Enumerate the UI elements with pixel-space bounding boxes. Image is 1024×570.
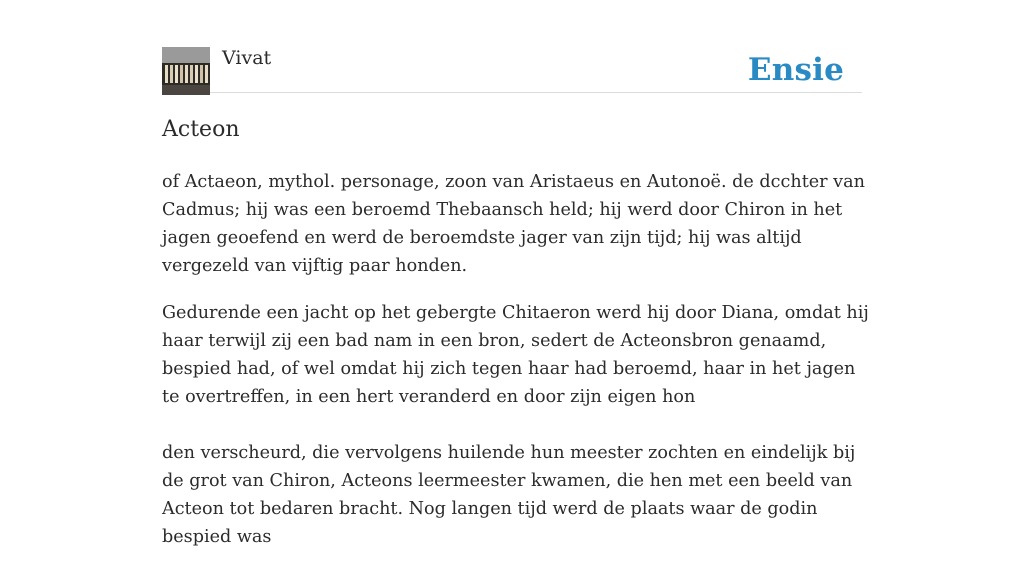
article-paragraph: of Actaeon, mythol. personage, zoon van Aristaeus en Autonoë. de dcchter van Cadmus; hij was een beroemd Thebaansch held; hij werd door Chiron in het jagen geoefend en werd de beroemdste jager van zijn tijd; hij was altijd vergezeld van vijftig paar honden.	[162, 172, 871, 276]
bookshelf-avatar-icon	[162, 47, 210, 95]
article-title: Acteon	[162, 117, 240, 142]
article-paragraph: Gedurende een jacht op het gebergte Chitaeron werd hij door Diana, omdat hij haar terwijl zij een bad nam in een bron, sedert de Acteonsbron genaamd, bespied had, of wel omdat hij zich tegen haar had beroemd, haar in het jagen te overtreffen, in een hert veranderd en door zijn eigen hon den verscheurd, die vervolgens huilende hun meester zochten en eindelijk bij de grot van Chiron, Acteons leermeester kwamen, die hen met een beeld van Acteon tot bedaren bracht. Nog langen tijd werd de plaats waar de godin bespied was	[162, 303, 869, 547]
article-body	[162, 168, 870, 570]
header	[162, 46, 862, 93]
author-avatar[interactable]	[162, 47, 210, 95]
author-name[interactable]: Vivat	[222, 47, 272, 69]
ensie-logo[interactable]: Ensie	[747, 52, 844, 88]
